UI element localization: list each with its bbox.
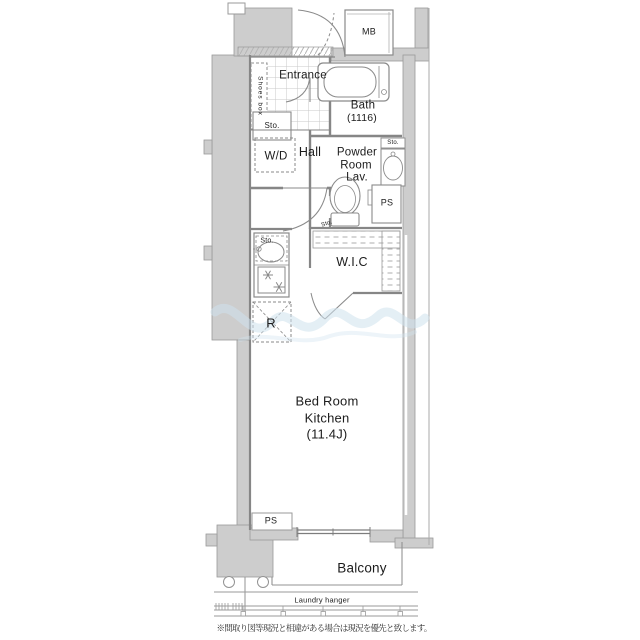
bathtub [318, 63, 389, 101]
label-powder-3: Lav. [346, 171, 368, 184]
label-bedroom-2: Kitchen [304, 410, 350, 426]
label-storage-entrance: Sto. [264, 121, 280, 130]
label-bath: Bath [350, 99, 376, 112]
label-pipe-space-right: PS [380, 197, 394, 208]
drain-circle [258, 577, 269, 588]
balcony-window [297, 527, 370, 537]
label-bath-size: (1116) [347, 111, 377, 124]
label-powder-1: Powder [336, 146, 378, 159]
label-wic: W.I.C [336, 254, 368, 269]
label-storage-toilet: Sto. [320, 219, 334, 229]
drain-circle [224, 577, 235, 588]
label-storage-kitchen: Sto. [260, 237, 274, 245]
label-pipe-space-bottom: PS [264, 515, 278, 526]
label-shoes-box: Shoes box [256, 76, 264, 116]
label-washer-dryer: W/D [264, 150, 288, 163]
label-hall: Hall [298, 144, 322, 159]
label-refrigerator: R [266, 315, 276, 331]
burner-icon [263, 271, 273, 280]
label-bedroom-1: Bed Room [295, 393, 359, 409]
label-storage-basin: Sto. [387, 140, 399, 146]
stove [258, 267, 285, 293]
corner-box [228, 3, 245, 14]
label-bedroom-size: (11.4J) [306, 426, 348, 442]
label-laundry-hanger: Laundry hanger [294, 595, 350, 605]
kitchen-sink [258, 242, 284, 262]
toilet [330, 177, 376, 226]
label-powder-2: Room [340, 159, 372, 172]
burner-icon [274, 282, 285, 292]
disclaimer-footnote: ※間取り図等現況と相違がある場合は現況を優先と致します。 [216, 623, 432, 633]
label-mb: MB [362, 26, 376, 37]
label-entrance: Entrance [279, 69, 327, 82]
label-balcony: Balcony [337, 560, 387, 576]
